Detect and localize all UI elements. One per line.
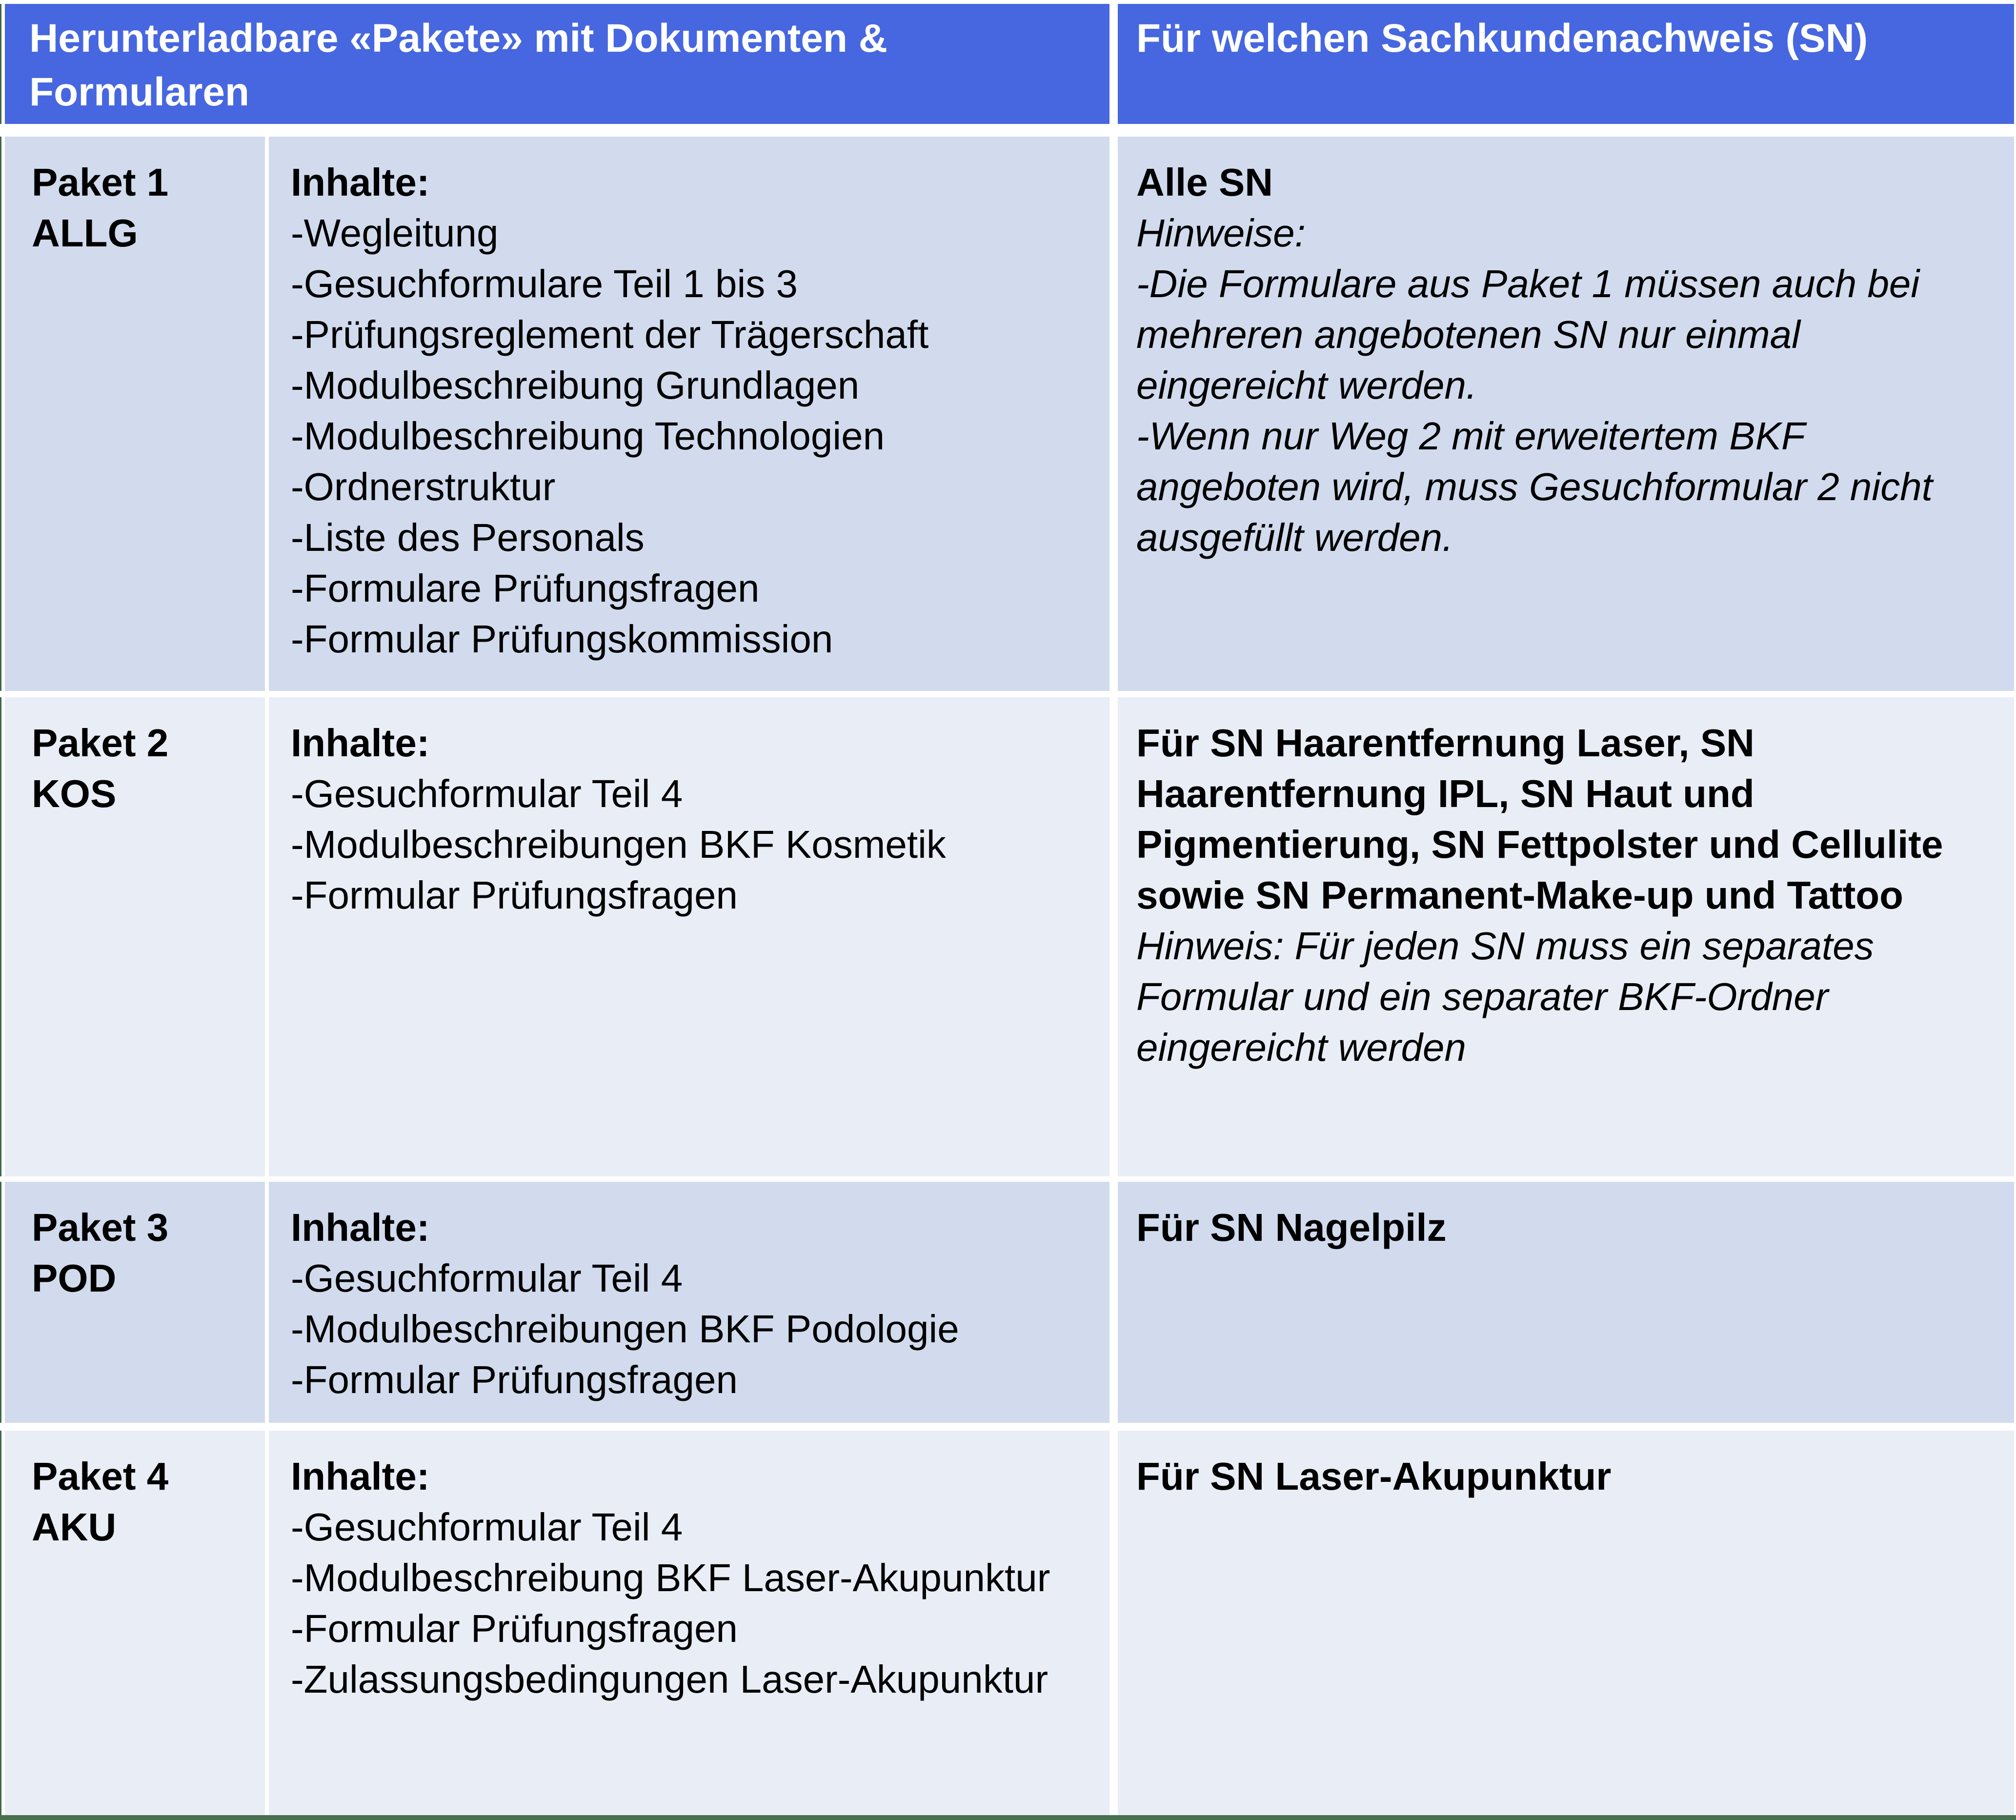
- contents-label: Inhalte:: [291, 1206, 430, 1249]
- table-row-paket-2: [5, 697, 2016, 1176]
- table-border-left-segment: [0, 1182, 1, 1423]
- contents-cell: [269, 697, 1109, 1176]
- contents-list: [291, 208, 1090, 665]
- contents-cell: [269, 1431, 1109, 1820]
- package-name: Paket 1: [32, 161, 169, 204]
- content-item: -Wegleitung: [291, 211, 499, 255]
- sn-cell: [1118, 1431, 2014, 1820]
- contents-list: [291, 1502, 1090, 1705]
- table-border-bottom: [0, 1815, 2016, 1820]
- packages-table: [5, 0, 2016, 1820]
- package-cell: [5, 1182, 265, 1423]
- sn-heading: Für SN Haarentfernung Laser, SN Haarentfernung IPL, SN Haut und Pigmentierung, SN Fettpolster und Cellulite sowie SN Permanent-Make-up und Tattoo: [1136, 721, 1943, 917]
- content-item: -Formular Prüfungsfragen: [291, 1358, 738, 1401]
- table-border-left-segment: [0, 137, 1, 691]
- table-border-left-segment: [0, 697, 1, 1176]
- header-cell-packages: [5, 4, 1109, 124]
- package-name: Paket 4: [32, 1455, 169, 1498]
- content-item: -Gesuchformular Teil 4: [291, 1505, 683, 1549]
- content-item: -Formulare Prüfungsfragen: [291, 566, 760, 610]
- sn-note: -Die Formulare aus Paket 1 müssen auch bei mehreren angebotenen SN nur einmal eingereicht werden.: [1136, 262, 1920, 407]
- contents-label: Inhalte:: [291, 1455, 430, 1498]
- package-code: AKU: [32, 1505, 117, 1549]
- sn-heading: Alle SN: [1136, 161, 1273, 204]
- sn-cell: [1118, 697, 2014, 1176]
- content-item: -Formular Prüfungsfragen: [291, 873, 738, 917]
- table-row-paket-3: [5, 1182, 2016, 1423]
- contents-list: [291, 768, 1090, 921]
- content-item: -Ordnerstruktur: [291, 465, 556, 508]
- sn-heading: Für SN Laser-Akupunktur: [1136, 1455, 1612, 1498]
- content-item: -Gesuchformulare Teil 1 bis 3: [291, 262, 798, 305]
- content-item: -Liste des Personals: [291, 516, 645, 559]
- content-item: -Zulassungsbedingungen Laser-Akupunktur: [291, 1658, 1048, 1701]
- content-item: -Gesuchformular Teil 4: [291, 1256, 683, 1300]
- sn-cell: [1118, 1182, 2014, 1423]
- content-item: -Formular Prüfungskommission: [291, 617, 833, 661]
- sn-heading: Für SN Nagelpilz: [1136, 1206, 1447, 1249]
- sn-note: Hinweise:: [1136, 211, 1306, 255]
- package-cell: [5, 697, 265, 1176]
- content-item: -Modulbeschreibungen BKF Kosmetik: [291, 823, 946, 866]
- contents-cell: [269, 137, 1109, 691]
- header-cell-sn: [1118, 4, 2014, 124]
- package-cell: [5, 1431, 265, 1820]
- header-packages-label: Herunterladbare «Pakete» mit Dokumenten & Formularen: [29, 16, 887, 114]
- package-code: ALLG: [32, 211, 138, 255]
- table-border-left-segment: [0, 4, 1, 124]
- table-header-row: [5, 4, 2016, 124]
- sn-notes: [1136, 208, 1975, 563]
- contents-label: Inhalte:: [291, 721, 430, 765]
- package-name: Paket 2: [32, 721, 169, 765]
- sn-note: Hinweis: Für jeden SN muss ein separates Formular und ein separater BKF-Ordner eingereicht werden: [1136, 924, 1874, 1069]
- content-item: -Formular Prüfungsfragen: [291, 1607, 738, 1650]
- package-cell: [5, 137, 265, 691]
- contents-list: [291, 1253, 1090, 1405]
- contents-label: Inhalte:: [291, 161, 430, 204]
- contents-cell: [269, 1182, 1109, 1423]
- content-item: -Prüfungsreglement der Trägerschaft: [291, 313, 929, 356]
- sn-notes: [1136, 921, 1975, 1073]
- table-row-paket-1: [5, 137, 2016, 691]
- content-item: -Modulbeschreibung Grundlagen: [291, 364, 860, 407]
- table-row-paket-4: [5, 1431, 2016, 1820]
- sn-cell: [1118, 137, 2014, 691]
- package-name: Paket 3: [32, 1206, 169, 1249]
- content-item: -Modulbeschreibungen BKF Podologie: [291, 1307, 959, 1351]
- content-item: -Modulbeschreibung Technologien: [291, 414, 885, 458]
- header-sn-label: Für welchen Sachkundenachweis (SN): [1136, 16, 1868, 61]
- content-item: -Gesuchformular Teil 4: [291, 772, 683, 815]
- content-item: -Modulbeschreibung BKF Laser-Akupunktur: [291, 1556, 1050, 1599]
- table-border-left-segment: [0, 1431, 1, 1820]
- package-code: KOS: [32, 772, 117, 815]
- sn-note: -Wenn nur Weg 2 mit erweitertem BKF angeboten wird, muss Gesuchformular 2 nicht ausgefüllt werden.: [1136, 414, 1933, 559]
- package-code: POD: [32, 1256, 117, 1300]
